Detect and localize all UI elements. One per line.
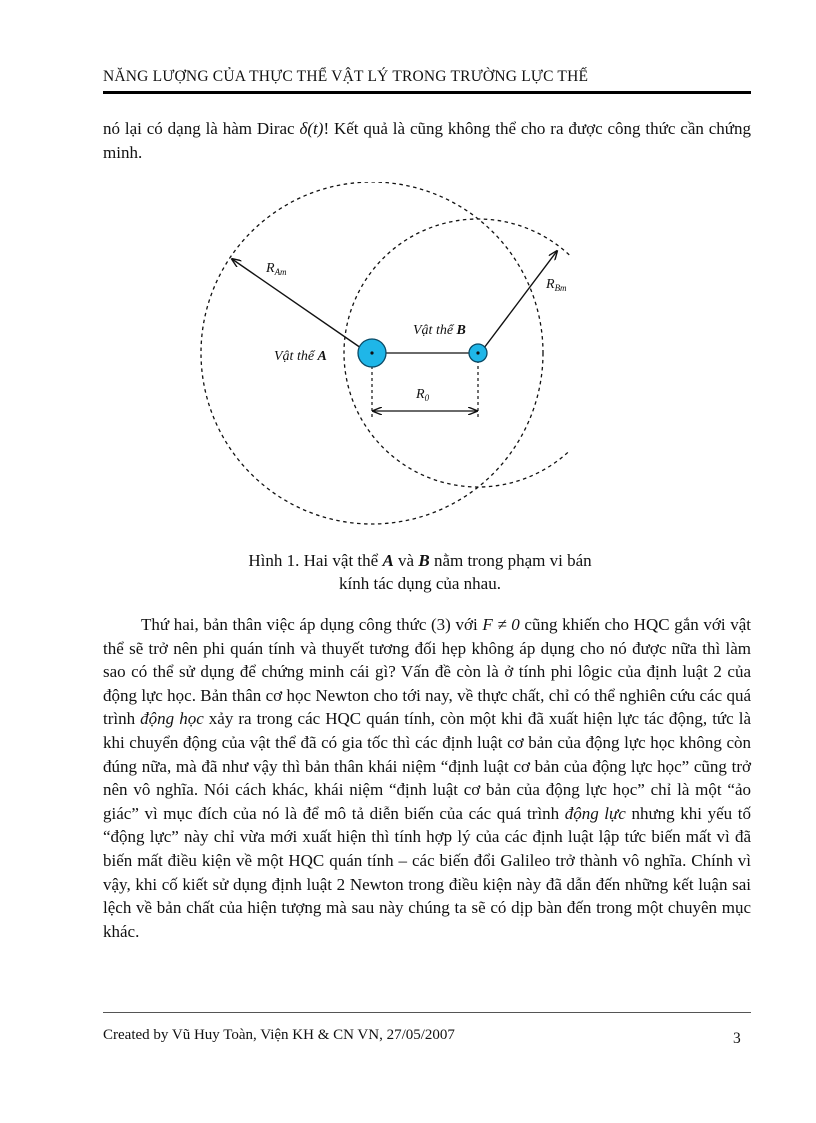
caption-text-1: Hình 1. Hai vật thể	[248, 551, 383, 570]
label-r0: $R_0$	[416, 387, 430, 403]
p2-s4: nhưng khi yếu tố “động lực” này chỉ vừa mới xuất hiện thì tính hợp lý của các định luật lập tức biến mất vì đã biến mất điều kiện về một HQC quán tính – các biến đổi Galileo trở thành vô nghĩa. Chính vì vậy, khi cố kiết sử dụng định luật 2 Newton trong điều kiện này đã dẫn đến những kết luận sai lệch về bản chất của hiện tượng mà sau này chúng ta sẽ có dịp bàn đến trong một chuyên mục khác.	[103, 803, 751, 941]
label-r-bm: $R_{Bm}$	[546, 277, 567, 293]
header-rule	[103, 91, 751, 94]
p1-text-a: nó lại có dạng là hàm Dirac	[103, 119, 300, 138]
radius-arrow-a	[232, 259, 361, 348]
caption-line-2: kính tác dụng của nhau.	[339, 574, 501, 593]
footer-rule	[103, 1012, 751, 1013]
p2-formula: F ≠ 0	[482, 615, 520, 634]
body-a-center	[370, 351, 373, 354]
p2-em-dong-hoc: động học	[140, 709, 204, 729]
caption-body-b: B	[418, 551, 430, 570]
paragraph-2	[103, 613, 751, 943]
p2-s3: xảy ra trong các HQC quán tính, còn một khi đã xuất hiện lực tác động, tức là khi chuyển động của vật thể đã có gia tốc thì các định luật cơ bản của động lực học không còn đúng nữa, mà đã như vậy thì bản thân khái niệm “định luật cơ bản của động lực học” cũng trở nên vô nghĩa. Nói cách khác, khái niệm “định luật cơ bản của động lực học” chỉ là một “ảo giác” vì mục đích của nó là để mô tả diễn biến của các quá trình	[103, 709, 751, 823]
running-header: NĂNG LƯỢNG CỦA THỰC THỂ VẬT LÝ TRONG TRƯỜNG LỰC THẾ	[103, 68, 589, 85]
figure-two-bodies	[190, 182, 570, 542]
label-r-am: $R_{Am}$	[266, 261, 287, 277]
p2-em-dong-luc: động lực	[564, 803, 626, 823]
page-number: 3	[733, 1030, 741, 1047]
label-body-b: Vật thể B	[413, 323, 466, 338]
caption-line-1	[170, 549, 670, 572]
paragraph-1	[103, 117, 751, 164]
footer-credit: Created by Vũ Huy Toàn, Viện KH & CN VN, 27/05/2007	[103, 1027, 455, 1043]
label-body-a: Vật thể A	[274, 349, 327, 364]
body-b-center	[476, 351, 479, 354]
caption-text-3: nằm trong phạm vi bán	[429, 551, 592, 570]
figure-caption	[170, 549, 670, 595]
p2-s2: cũng khiến cho HQC gắn với vật thể sẽ trở nên phi quán tính và thuyết tương đối hẹp không áp dụng cho nó được nữa thì làm sao có thể sử dụng để chứng minh cái gì? Vấn đề còn là ở tính phi lôgic của định luật 2 của động lực học. Bản thân cơ học Newton cho tới nay, về thực chất, chỉ có thể nghiên cứu các quá trình	[103, 615, 752, 729]
caption-body-a: A	[382, 551, 394, 570]
p1-text-b: ! Kết quả là cũng không thể cho ra được công thức cần chứng minh.	[103, 119, 751, 162]
caption-text-2: và	[393, 551, 419, 570]
p2-s1: Thứ hai, bản thân việc áp dụng công thức (3) với	[141, 615, 483, 634]
radius-arrow-b	[484, 251, 557, 348]
p1-dirac-formula: δ(t)	[299, 119, 324, 138]
